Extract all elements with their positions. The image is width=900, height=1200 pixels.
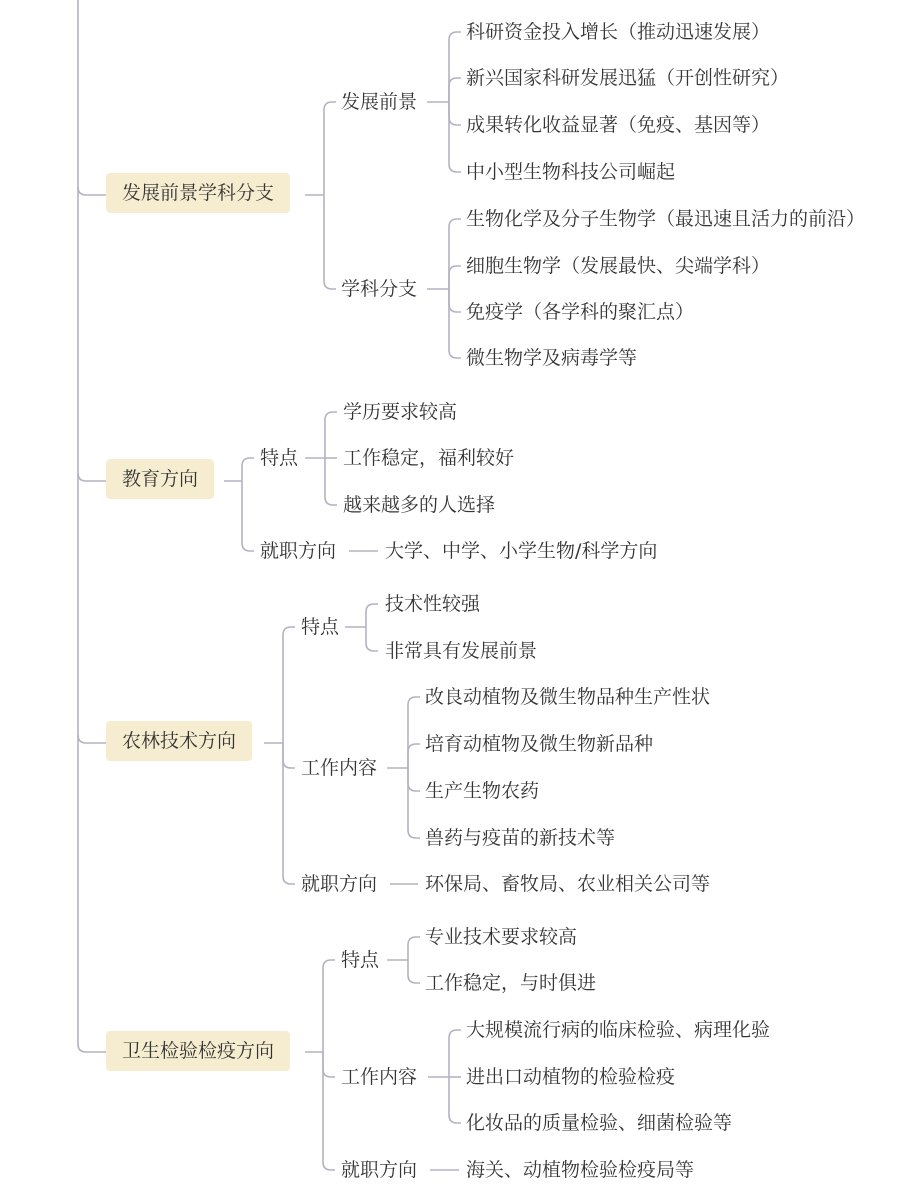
link-prospects-0 [324, 102, 336, 195]
branch-education-employment: 就职方向 [260, 540, 337, 562]
link-prospects-leaves-2 [449, 102, 461, 125]
branch-inspection-work: 工作内容 [341, 1066, 418, 1088]
leaf-epidemic-testing: 大规模流行病的临床检验、病理化验 [466, 1019, 771, 1041]
link-prospects-leaves-1 [449, 78, 461, 102]
branch-agroforestry-features: 特点 [301, 616, 340, 638]
link-education-features-2 [325, 458, 337, 505]
link-education-features-0 [325, 412, 337, 458]
leaf-agencies: 环保局、畜牧局、农业相关公司等 [425, 873, 711, 895]
leaf-cell-biology: 细胞生物学（发展最快、尖端学科） [466, 255, 771, 277]
leaf-breed-varieties: 培育动植物及微生物新品种 [425, 733, 654, 755]
link-agroforestry-1 [283, 743, 295, 768]
leaf-school-teaching: 大学、中学、小学生物/科学方向 [385, 540, 658, 562]
leaf-immunology: 免疫学（各学科的聚汇点） [466, 301, 695, 323]
category-health-inspection: 卫生检验检疫方向 [106, 1031, 290, 1071]
link-agroforestry-0 [283, 627, 295, 743]
leaf-biochemistry: 生物化学及分子生物学（最迅速且活力的前沿） [466, 208, 866, 230]
branch-disciplines: 学科分支 [341, 278, 418, 300]
link-agroforestry-work-1 [408, 744, 420, 768]
branch-prospects: 发展前景 [341, 91, 418, 113]
link-education-0 [242, 458, 254, 481]
link-prospects-leaves-0 [449, 32, 461, 102]
leaf-research-funding: 科研资金投入增长（推动迅速发展） [466, 21, 771, 43]
link-inspection-2 [323, 1052, 335, 1170]
link-inspection-0 [323, 960, 335, 1052]
spine-main [78, 0, 106, 1052]
link-prospects-1 [324, 195, 336, 289]
link-agroforestry-2 [283, 743, 295, 884]
link-agroforestry-work-3 [408, 768, 420, 838]
leaf-cosmetics-testing: 化妆品的质量检验、细菌检验等 [466, 1112, 733, 1134]
branch-agroforestry-work: 工作内容 [301, 757, 378, 779]
leaf-commercialization: 成果转化收益显著（免疫、基因等） [466, 114, 771, 136]
link-inspection-work-0 [449, 1030, 461, 1077]
spine-hook-education [78, 473, 106, 481]
branch-inspection-employment: 就职方向 [341, 1159, 418, 1181]
link-disciplines-leaves-1 [449, 266, 461, 289]
leaf-vet-vaccines: 兽药与疫苗的新技术等 [425, 827, 616, 849]
category-agroforestry: 农林技术方向 [106, 721, 252, 761]
branch-inspection-features: 特点 [341, 949, 380, 971]
branch-education-features: 特点 [260, 447, 299, 469]
leaf-customs: 海关、动植物检验检疫局等 [466, 1159, 695, 1181]
spine-hook-agroforestry [78, 735, 106, 743]
spine-hook-prospects [78, 187, 106, 195]
link-disciplines-leaves-2 [449, 289, 461, 312]
branch-agroforestry-employment: 就职方向 [301, 873, 378, 895]
leaf-high-skill: 专业技术要求较高 [425, 926, 578, 948]
link-agroforestry-features-0 [366, 604, 378, 627]
leaf-promising: 非常具有发展前景 [385, 640, 538, 662]
link-agroforestry-work-0 [408, 697, 420, 768]
link-disciplines-leaves-0 [449, 219, 461, 289]
leaf-bio-pesticides: 生产生物农药 [425, 780, 540, 802]
leaf-stable-work: 工作稳定，福利较好 [343, 447, 515, 469]
link-inspection-features-1 [408, 960, 420, 983]
category-education: 教育方向 [106, 459, 214, 499]
leaf-stable-evolving: 工作稳定，与时俱进 [425, 972, 597, 994]
link-agroforestry-work-2 [408, 768, 420, 791]
link-prospects-leaves-3 [449, 102, 461, 172]
leaf-high-degree: 学历要求较高 [343, 401, 458, 423]
leaf-technical: 技术性较强 [385, 593, 481, 615]
link-agroforestry-features-1 [366, 627, 378, 651]
leaf-emerging-countries: 新兴国家科研发展迅猛（开创性研究） [466, 67, 790, 89]
link-inspection-features-0 [408, 937, 420, 960]
link-inspection-1 [323, 1052, 335, 1077]
leaf-microbiology: 微生物学及病毒学等 [466, 347, 638, 369]
leaf-popular-choice: 越来越多的人选择 [343, 494, 496, 516]
link-education-1 [242, 481, 254, 551]
link-disciplines-leaves-3 [449, 289, 461, 358]
leaf-import-export-quarantine: 进出口动植物的检验检疫 [466, 1066, 676, 1088]
leaf-biotech-companies: 中小型生物科技公司崛起 [466, 161, 676, 183]
category-prospects-disciplines: 发展前景学科分支 [106, 173, 290, 213]
leaf-improve-traits: 改良动植物及微生物品种生产性状 [425, 686, 711, 708]
link-inspection-work-2 [449, 1077, 461, 1123]
